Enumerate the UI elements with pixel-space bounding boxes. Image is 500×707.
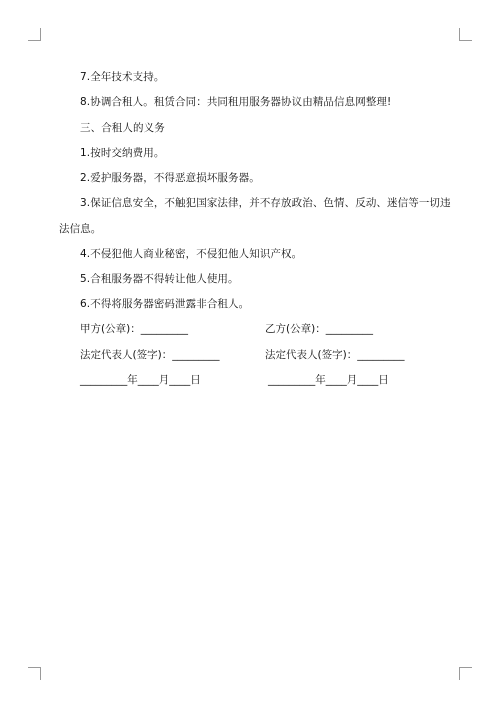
obligation-3: 3.保证信息安全，不触犯国家法律，并不存放政治、色情、反动、迷信等一切违: [80, 197, 451, 209]
party-a-representative-line: 法定代表人(签字)：_________: [80, 349, 220, 361]
party-b-representative-line: 法定代表人(签字)：_________: [265, 349, 405, 361]
obligation-3-continued: 法信息。: [59, 223, 102, 235]
party-b-seal-line: 乙方(公章)：_________: [265, 323, 373, 335]
obligation-1: 1.按时交纳费用。: [80, 147, 165, 159]
clause-7: 7.全年技术支持。: [80, 71, 165, 83]
clause-8: 8.协调合租人。租赁合同：共同租用服务器协议由精品信息网整理!: [80, 96, 392, 108]
crop-mark-bottom-right: [459, 667, 472, 680]
party-a-date-line: _________年____月____日: [80, 374, 201, 386]
obligation-6: 6.不得将服务器密码泄露非合租人。: [80, 298, 250, 310]
party-b-date-line: _________年____月____日: [268, 374, 389, 386]
crop-mark-top-left: [28, 28, 41, 41]
section-heading-obligations: 三、合租人的义务: [80, 122, 165, 134]
party-a-seal-line: 甲方(公章)：_________: [80, 323, 188, 335]
obligation-2: 2.爱护服务器，不得恶意损坏服务器。: [80, 172, 260, 184]
obligation-4: 4.不侵犯他人商业秘密，不侵犯他人知识产权。: [80, 248, 303, 260]
obligation-5: 5.合租服务器不得转让他人使用。: [80, 273, 239, 285]
crop-mark-top-right: [459, 28, 472, 41]
crop-mark-bottom-left: [28, 667, 41, 680]
